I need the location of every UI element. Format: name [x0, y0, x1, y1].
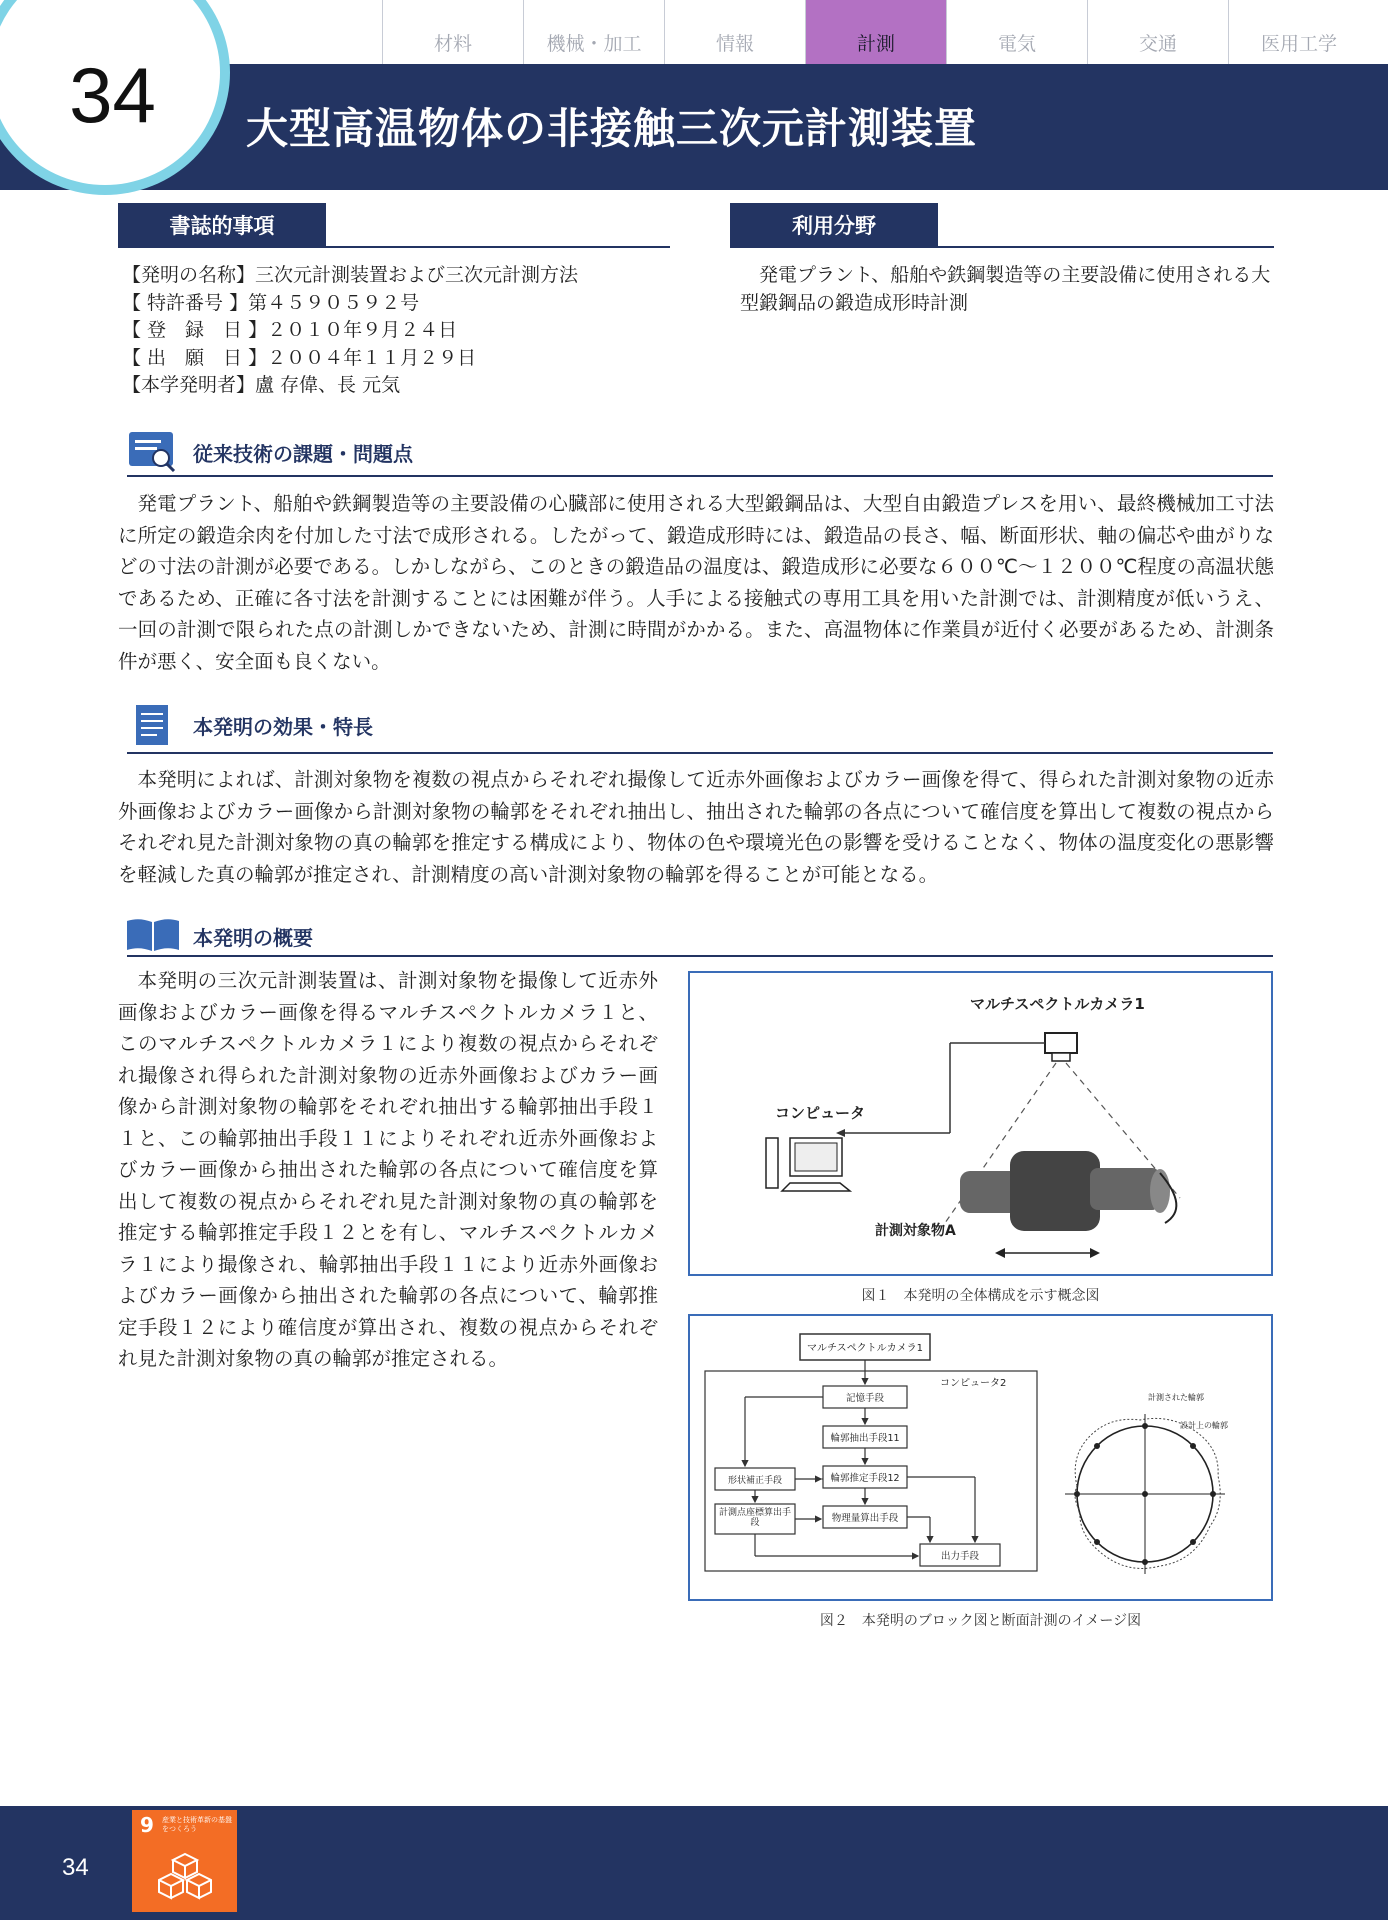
block-camera-label: マルチスペクトルカメラ1 [807, 1343, 923, 1354]
biblio-rule [118, 246, 670, 248]
effect-heading: 本発明の効果・特長 [193, 715, 373, 739]
overview-rule [127, 955, 1273, 957]
computer-icon [766, 1138, 850, 1191]
page-header [0, 0, 1388, 190]
problem-heading: 従来技術の課題・問題点 [193, 442, 413, 466]
measured-object-icon [960, 1151, 1176, 1231]
problem-text: 発電プラント、船舶や鉄鋼製造等の主要設備の心臓部に使用される大型鍛鋼品は、大型自由鍛造プレスを用い、最終機械加工寸法に所定の鍛造余肉を付加した寸法で成形される。したがって、鍛造成形時には、鍛造品の長さ、幅、断面形状、軸の偏芯や曲がりなどの寸法の計測が必要である。しかしながら、このときの鍛造品の温度は、鍛造成形に必要な６００℃～１２００℃程度の高温状態であるため、正確に各寸法を計測することには困難が伴う。人手による接触式の専用工具を用いた計測では、計測精度が低いうえ、一回の計測で限られた点の計測しかできないため、計測に時間がかかる。また、高温物体に作業員が近付く必要があるため、計測条件が悪く、安全面も良くない。 [118, 492, 1274, 673]
entry-number: 34 [69, 51, 156, 139]
page-title: 大型高温物体の非接触三次元計測装置 [246, 104, 978, 153]
document-icon [134, 703, 172, 747]
tab-information[interactable]: 情報 [664, 0, 805, 64]
usage-text: 発電プラント、船舶や鉄鋼製造等の主要設備に使用される大型鍛鋼品の鍛造成形時計測 [740, 264, 1271, 314]
figure-1-diagram [690, 973, 1271, 1274]
block-estimate-label: 輪郭推定手段12 [830, 1473, 900, 1484]
overview-heading: 本発明の概要 [193, 926, 313, 950]
open-book-icon [125, 917, 181, 953]
figure-2-caption: 図２ 本発明のブロック図と断面計測のイメージ図 [819, 1613, 1142, 1629]
figure-2-frame [688, 1314, 1273, 1601]
measured-contour-label: 計測された輪郭 [1148, 1393, 1204, 1402]
page-number: 34 [62, 1854, 89, 1881]
computer-boundary-label: コンピュータ2 [940, 1378, 1007, 1389]
figure-2-diagram [690, 1316, 1271, 1599]
block-extract-label: 輪郭抽出手段11 [830, 1433, 900, 1444]
biblio-inventors: 【本学発明者】盧 存偉、長 元気 [122, 374, 401, 396]
figure-1-frame [688, 971, 1273, 1276]
tab-measurement[interactable]: 計測 [805, 0, 946, 64]
usage-heading: 利用分野 [730, 203, 938, 247]
block-coord-calc-label: 計測点座標算出手段 [718, 1508, 791, 1528]
sdg-number: 9 [140, 1813, 154, 1837]
figure-1-caption: 図１ 本発明の全体構成を示す概念図 [861, 1288, 1100, 1304]
tab-electricity[interactable]: 電気 [946, 0, 1087, 64]
overview-text: 本発明の三次元計測装置は、計測対象物を撮像して近赤外画像およびカラー画像を得るマルチスペクトルカメラ１と、このマルチスペクトルカメラ１により複数の視点からそれぞれ撮像され得られた計測対象物の近赤外画像およびカラー画像から計測対象物の輪郭をそれぞれ抽出する輪郭抽出手段１１と、この輪郭抽出手段１１によりそれぞれ近赤外画像およびカラー画像から抽出された輪郭の各点について確信度を算出して複数の視点からそれぞれ見た計測対象物の真の輪郭を推定する輪郭推定手段１２とを有し、マルチスペクトルカメラ１により撮像され、輪郭抽出手段１１により近赤外画像およびカラー画像から抽出された輪郭の各点について、輪郭推定手段１２により確信度が算出され、複数の視点からそれぞれ見た計測対象物の真の輪郭が推定される。 [118, 969, 658, 1370]
tab-medical-engineering[interactable]: 医用工学 [1228, 0, 1369, 64]
biblio-heading: 書誌的事項 [118, 203, 326, 247]
biblio-list [122, 262, 578, 400]
block-memory-label: 記憶手段 [845, 1393, 885, 1404]
biblio-patent-number: 【 特許番号 】第４５９０５９２号 [122, 291, 420, 314]
biblio-invention-name: 【発明の名称】三次元計測装置および三次元計測方法 [122, 264, 579, 286]
sdg-goal-text: 産業と技術革新の基盤をつくろう [162, 1816, 232, 1833]
block-physical-calc-label: 物理量算出手段 [831, 1513, 899, 1524]
tab-materials[interactable]: 材料 [382, 0, 523, 64]
category-tabs [382, 0, 1369, 64]
biblio-filing-date: 【 出 願 日 】２００４年１１月２９日 [122, 346, 477, 369]
figure-1-camera-label: マルチスペクトルカメラ1 [970, 995, 1145, 1013]
figure-1-object-label: 計測対象物A [875, 1223, 956, 1239]
figure-1-computer-label: コンピュータ [775, 1104, 866, 1122]
effect-rule [127, 752, 1273, 754]
sdg-badge [132, 1810, 237, 1912]
design-contour-label: 設計上の輪郭 [1180, 1421, 1228, 1430]
multispectral-camera-icon [1045, 1033, 1077, 1053]
tab-transportation[interactable]: 交通 [1087, 0, 1228, 64]
block-shape-correct-label: 形状補正手段 [727, 1476, 783, 1486]
tab-machining[interactable]: 機械・加工 [523, 0, 664, 64]
problem-rule [127, 475, 1273, 477]
biblio-registration-date: 【 登 録 日 】２０１０年９月２４日 [122, 319, 458, 341]
document-search-icon [127, 430, 177, 472]
usage-rule [730, 246, 1274, 248]
block-output-label: 出力手段 [940, 1551, 980, 1562]
effect-text: 本発明によれば、計測対象物を複数の視点からそれぞれ撮像して近赤外画像およびカラー画像を得て、得られた計測対象物の近赤外画像およびカラー画像から計測対象物の輪郭をそれぞれ抽出し、抽出された輪郭の各点について確信度を算出して複数の視点からそれぞれ見た計測対象物の真の輪郭を推定する構成により、物体の色や環境光色の影響を受けることなく、物体の温度変化の悪影響を軽減した真の輪郭が推定され、計測精度の高い計測対象物の輪郭を得ることが可能となる。 [118, 768, 1274, 886]
industry-cubes-icon [158, 1852, 212, 1904]
